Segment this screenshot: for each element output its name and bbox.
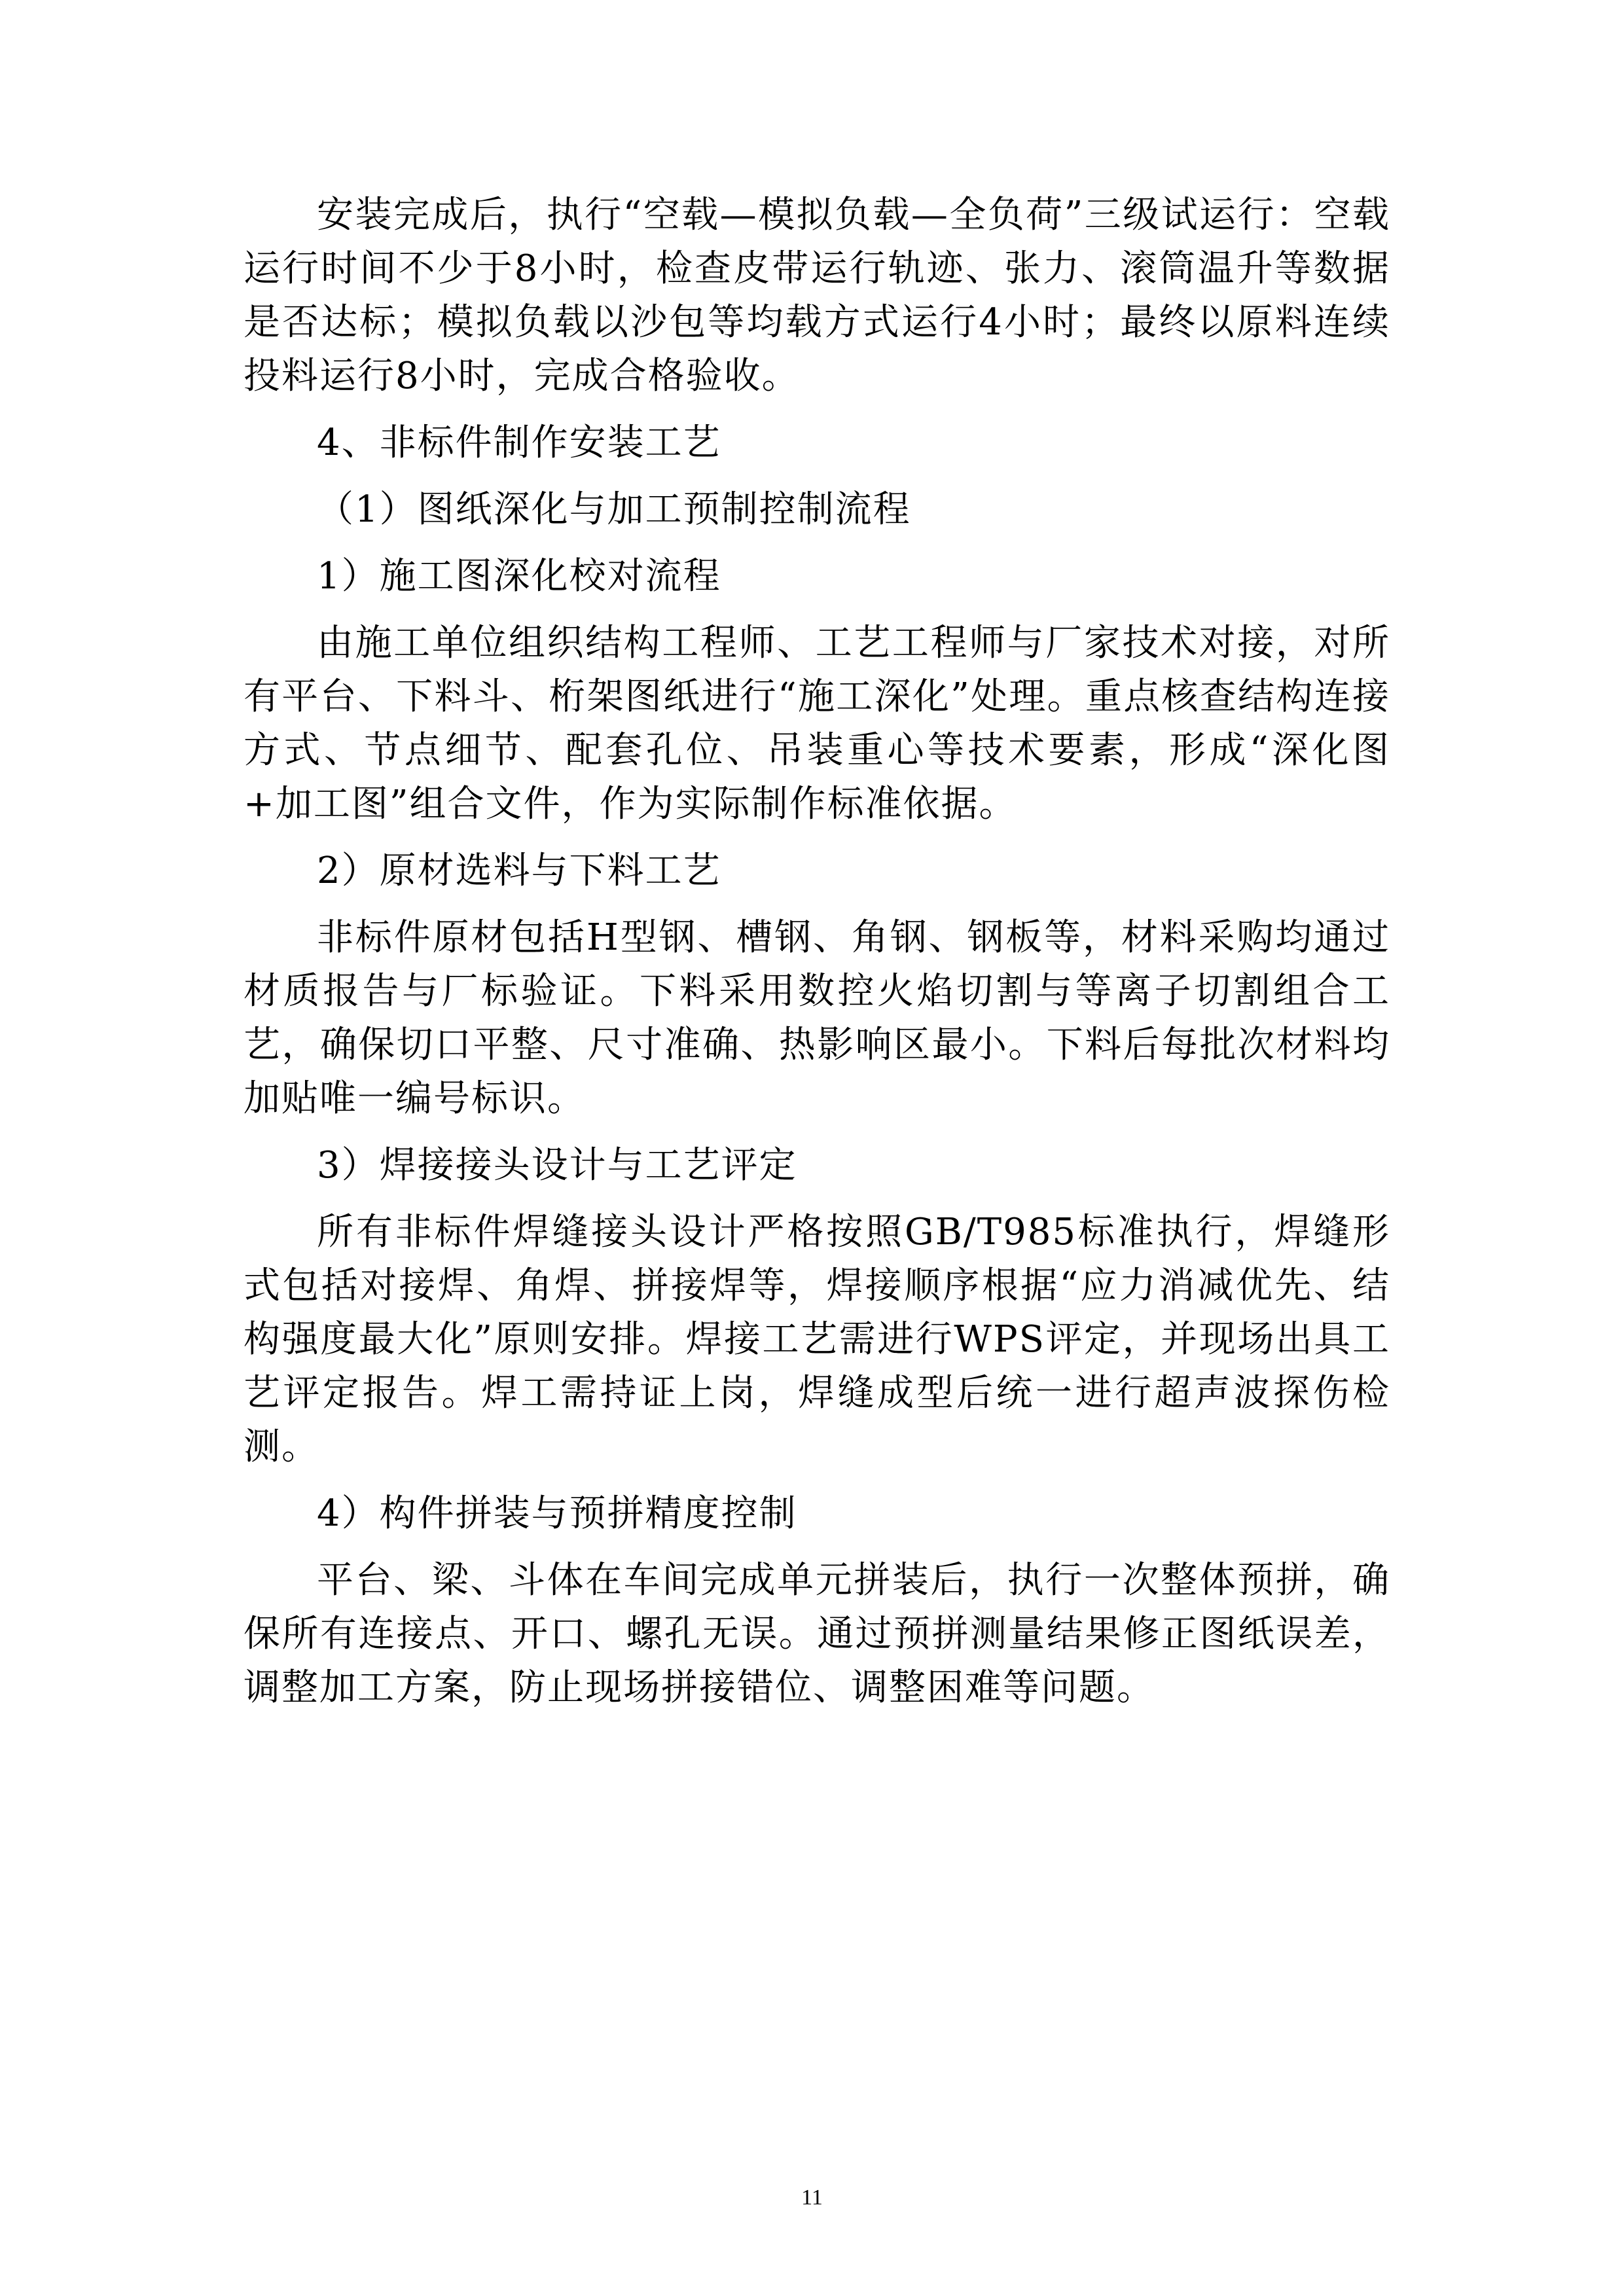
item-heading-assembly: 4）构件拼装与预拼精度控制: [317, 1492, 797, 1535]
item-heading-material-cutting: 2）原材选料与下料工艺: [317, 850, 721, 892]
paragraph-trial-run: 安装完成后，执行“空载—模拟负载—全负荷”三级试运行：空载运行时间不少于8小时，检查皮带运行轨迹、张力、滚筒温升等数据是否达标；模拟负载以沙包等均载方式运行4小时；最终以原料连续投料运行8小时，完成合格验收。: [244, 194, 1390, 397]
document-body: [244, 188, 1390, 1728]
section-heading-nonstandard-parts: 4、非标件制作安装工艺: [317, 422, 721, 464]
paragraph-assembly: 平台、梁、斗体在车间完成单元拼装后，执行一次整体预拼，确保所有连接点、开口、螺孔无误。通过预拼测量结果修正图纸误差，调整加工方案，防止现场拼接错位、调整困难等问题。: [244, 1559, 1390, 1709]
item-heading-drawing-check: 1）施工图深化校对流程: [317, 555, 721, 598]
item-heading-welding: 3）焊接接头设计与工艺评定: [317, 1144, 797, 1187]
page-number: 11: [801, 2185, 823, 2210]
paragraph-drawing-check: 由施工单位组织结构工程师、工艺工程师与厂家技术对接，对所有平台、下料斗、桁架图纸进行“施工深化”处理。重点核查结构连接方式、节点细节、配套孔位、吊装重心等技术要素，形成“深化图+加工图”组合文件，作为实际制作标准依据。: [244, 622, 1390, 825]
paragraph-welding: 所有非标件焊缝接头设计严格按照GB/T985标准执行，焊缝形式包括对接焊、角焊、拼接焊等，焊接顺序根据“应力消减优先、结构强度最大化”原则安排。焊接工艺需进行WPS评定，并现场出具工艺评定报告。焊工需持证上岗，焊缝成型后统一进行超声波探伤检测。: [244, 1211, 1390, 1468]
subsection-heading-drawing-deepening: （1）图纸深化与加工预制控制流程: [317, 488, 911, 531]
paragraph-material-cutting: 非标件原材包括H型钢、槽钢、角钢、钢板等，材料采购均通过材质报告与厂标验证。下料采用数控火焰切割与等离子切割组合工艺，确保切口平整、尺寸准确、热影响区最小。下料后每批次材料均加贴唯一编号标识。: [244, 916, 1390, 1120]
